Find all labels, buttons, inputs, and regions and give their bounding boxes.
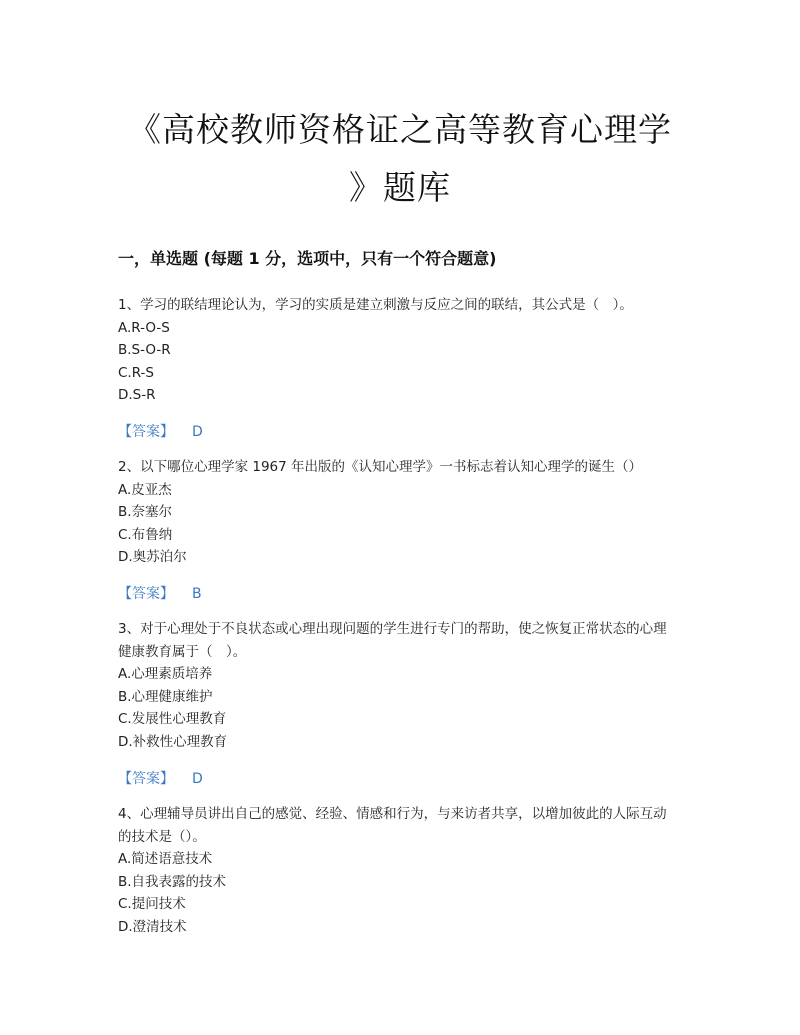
answer-1 xyxy=(118,421,203,441)
title-line-1: 《高校教师资格证之高等教育心理学 xyxy=(128,110,672,149)
answer-2 xyxy=(118,583,202,603)
question-stem: 3、对于心理处于不良状态或心理出现问题的学生进行专门的帮助，使之恢复正常状态的心理健康教育属于（ ）。 xyxy=(118,621,667,660)
option-b: B.自我表露的技术 xyxy=(118,873,227,890)
option-d: D.S-R xyxy=(118,387,156,403)
question-1 xyxy=(118,294,678,407)
answer-label: 【答案】 xyxy=(118,424,174,440)
option-c: C.布鲁纳 xyxy=(118,526,173,543)
section-heading: 一，单选题 (每题 1 分，选项中，只有一个符合题意) xyxy=(118,249,497,268)
option-d: D.澄清技术 xyxy=(118,918,187,935)
option-c: C.R-S xyxy=(118,364,154,381)
question-stem: 2、以下哪位心理学家 1967 年出版的《认知心理学》一书标志着认知心理学的诞生（） xyxy=(118,459,643,475)
option-c: C.发展性心理教育 xyxy=(118,711,227,727)
option-b: B.S-O-R xyxy=(118,342,171,358)
option-b: B.奈塞尔 xyxy=(118,504,173,520)
answer-3 xyxy=(118,768,203,788)
answer-label: 【答案】 xyxy=(118,771,174,787)
option-a: A.皮亚杰 xyxy=(118,481,172,498)
option-a: A.心理素质培养 xyxy=(118,666,213,682)
option-a: A.R-O-S xyxy=(118,319,170,336)
answer-label: 【答案】 xyxy=(118,586,174,602)
option-a: A.简述语意技术 xyxy=(118,851,213,867)
question-stem: 4、心理辅导员讲出自己的感觉、经验、情感和行为，与来访者共享，以增加彼此的人际互动的技术是（）。 xyxy=(118,806,667,845)
option-b: B.心理健康维护 xyxy=(118,688,213,705)
question-4 xyxy=(118,803,678,938)
answer-value: B xyxy=(192,586,202,602)
question-3 xyxy=(118,618,678,753)
option-d: D.奥苏泊尔 xyxy=(118,549,187,565)
document-title xyxy=(100,101,700,217)
option-c: C.提问技术 xyxy=(118,896,186,912)
title-line-2: 》题库 xyxy=(349,168,451,207)
answer-value: D xyxy=(192,424,203,440)
option-d: D.补救性心理教育 xyxy=(118,733,228,750)
question-stem: 1、学习的联结理论认为，学习的实质是建立刺激与反应之间的联结，其公式是（ ）。 xyxy=(118,297,633,313)
answer-value: D xyxy=(192,771,203,787)
question-2 xyxy=(118,456,678,569)
